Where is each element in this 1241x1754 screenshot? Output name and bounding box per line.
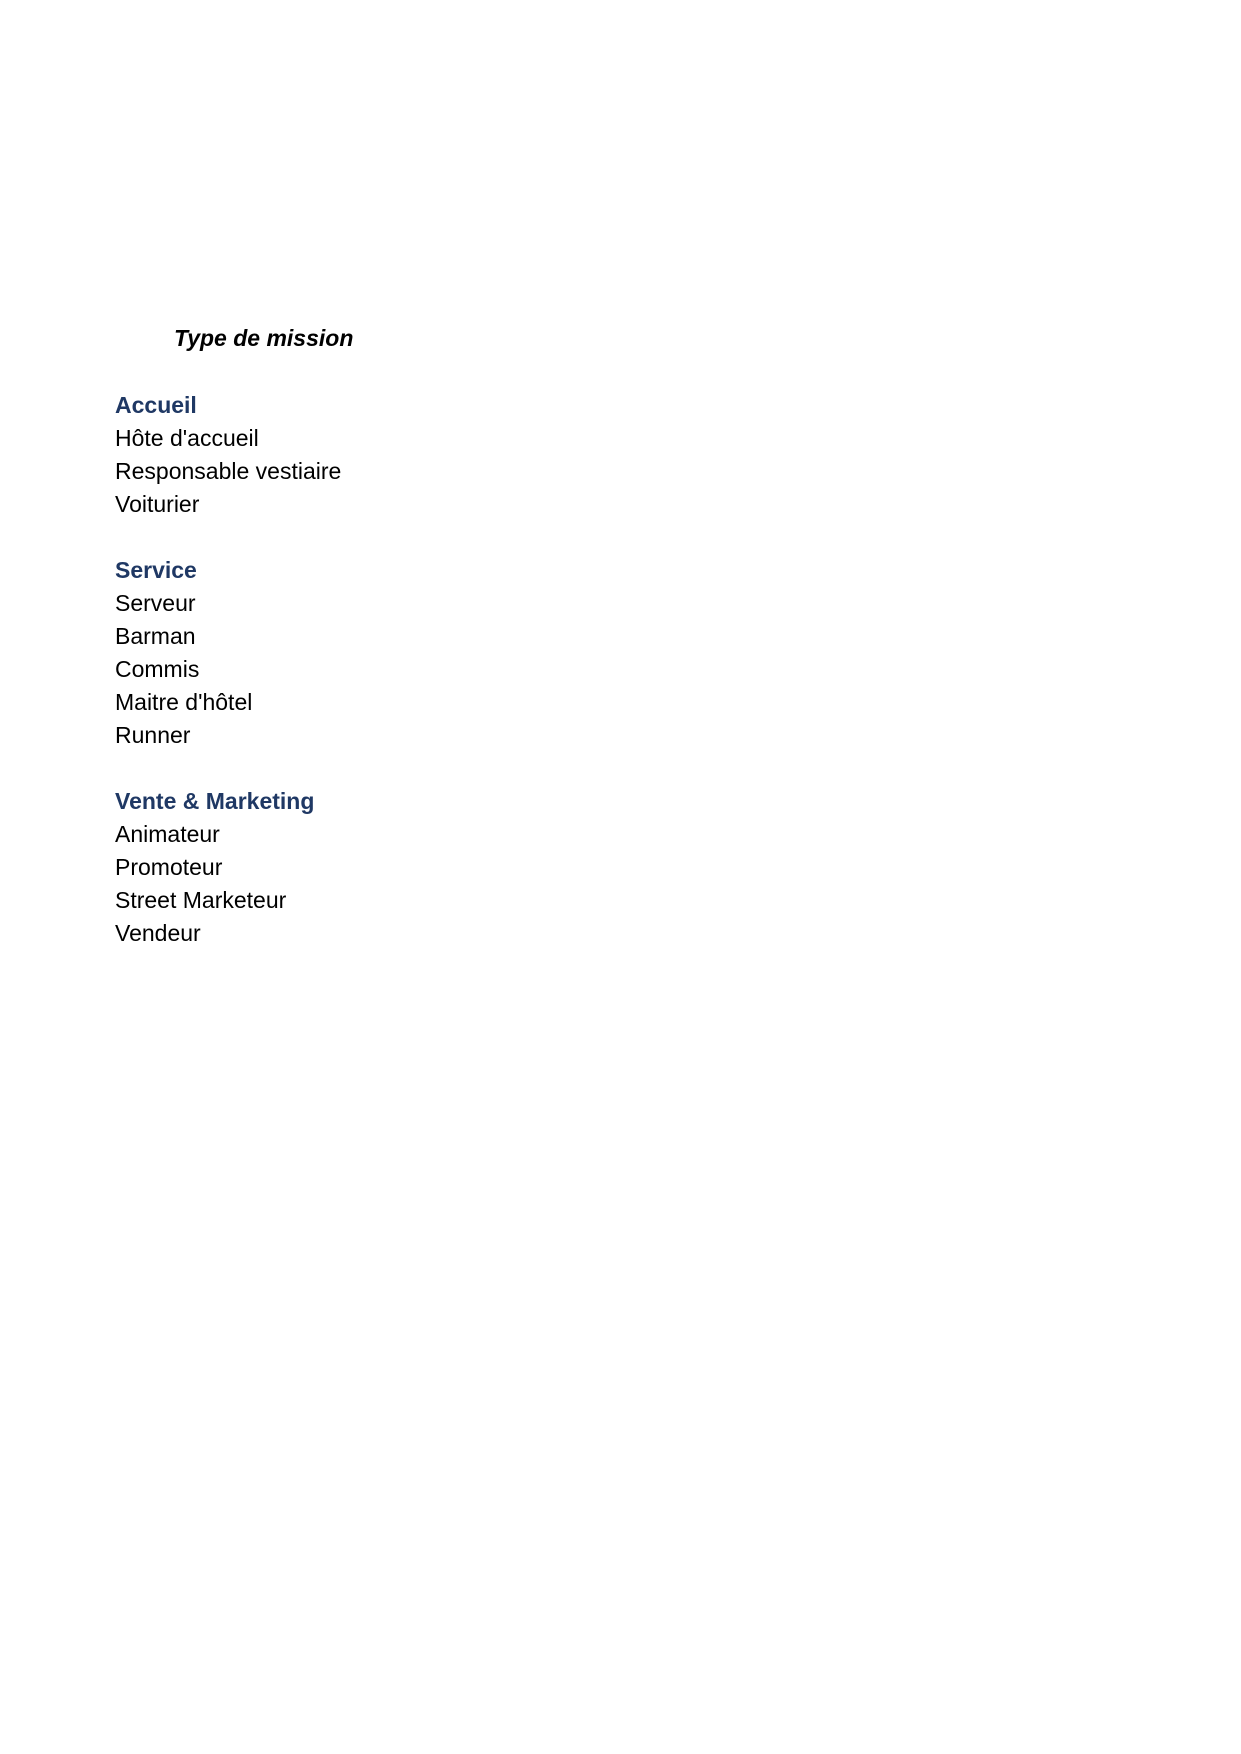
mission-type-item: Hôte d'accueil [115,425,259,451]
mission-type-item: Voiturier [115,491,200,517]
mission-type-list [115,389,341,983]
mission-type-item: Responsable vestiaire [115,458,342,484]
mission-type-item: Serveur [115,590,196,616]
mission-section [115,554,341,752]
section-heading: Vente & Marketing [115,788,315,814]
mission-section [115,389,341,521]
mission-type-item: Street Marketeur [115,887,287,913]
mission-type-item: Runner [115,722,191,748]
mission-type-item: Commis [115,656,200,682]
section-item-list [115,422,341,521]
document-title: Type de mission [174,325,354,351]
section-heading: Accueil [115,392,197,418]
mission-section [115,785,341,950]
section-item-list [115,587,341,752]
mission-type-item: Promoteur [115,854,223,880]
mission-type-item: Barman [115,623,196,649]
mission-type-item: Animateur [115,821,220,847]
mission-type-item: Vendeur [115,920,201,946]
mission-type-item: Maitre d'hôtel [115,689,253,715]
section-item-list [115,818,341,950]
section-heading: Service [115,557,197,583]
